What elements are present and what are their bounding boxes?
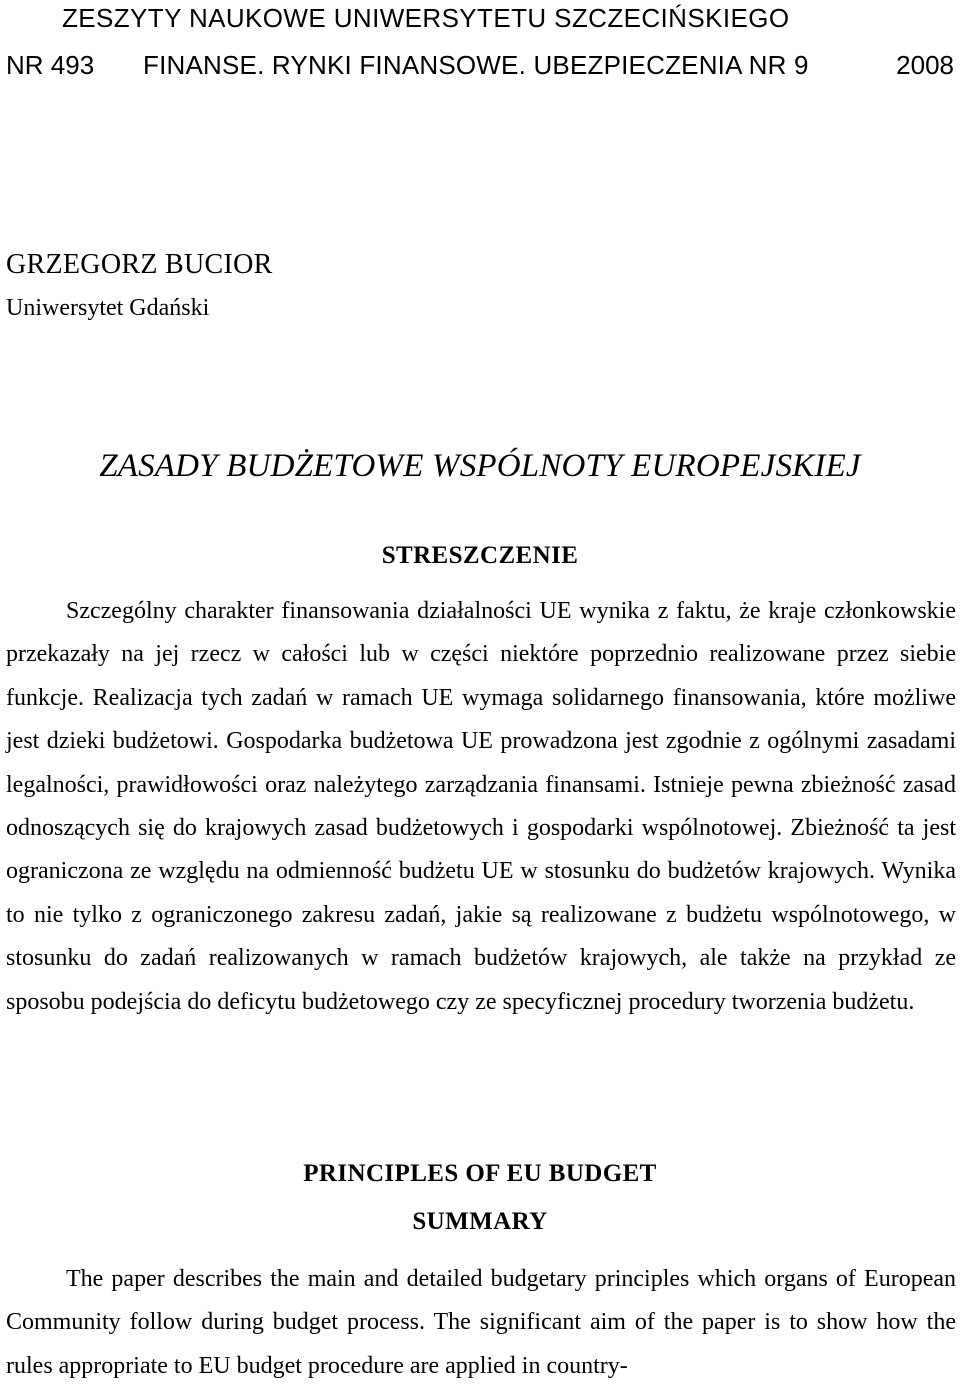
- abstract-pl-body: [6, 590, 956, 1024]
- journal-series: FINANSE. RYNKI FINANSOWE. UBEZPIECZENIA NR 9: [143, 50, 809, 80]
- author-name: GRZEGORZ BUCIOR: [6, 249, 273, 280]
- abstract-en-paragraph: The paper describes the main and detailed budgetary principles which organs of European Community follow during budget process. The significant aim of the paper is to show how the rules appropriate to EU budget procedure are applied in country-: [6, 1266, 956, 1379]
- abstract-en-title: PRINCIPLES OF EU BUDGET: [303, 1160, 657, 1187]
- journal-year: 2008: [896, 50, 954, 80]
- author-affiliation: Uniwersytet Gdański: [6, 295, 210, 321]
- abstract-en-heading: SUMMARY: [412, 1208, 548, 1235]
- journal-number: NR 493: [6, 50, 95, 80]
- paper-title: ZASADY BUDŻETOWE WSPÓLNOTY EUROPEJSKIEJ: [99, 448, 861, 484]
- journal-name: ZESZYTY NAUKOWE UNIWERSYTETU SZCZECIŃSKIEGO: [62, 3, 790, 33]
- abstract-pl-heading: STRESZCZENIE: [381, 542, 579, 569]
- journal-issue-line: [6, 50, 954, 80]
- abstract-pl-paragraph: Szczególny charakter finansowania działalności UE wynika z faktu, że kraje członkowskie przekazały na jej rzecz w całości lub w części niektóre poprzednio realizowane przez siebie funkcje. Realizacja tych zadań w ramach UE wymaga solidarnego finansowania, które możliwe jest dzieki budżetowi. Gospodarka budżetowa UE prowadzona jest zgodnie z ogólnymi zasadami legalności, prawidłowości oraz należytego zarządzania finansami. Istnieje pewna zbieżność zasad odnoszących się do krajowych zasad budżetowych i gospodarki wspólnotowej. Zbieżność ta jest ograniczona ze względu na odmienność budżetu UE w stosunku do budżetów krajowych. Wynika to nie tylko z ograniczonego zakresu zadań, jakie są realizowane z budżetu wspólnotowego, w stosunku do zadań realizowanych w ramach budżetów krajowych, ale także na przykład ze sposobu podejścia do deficytu budżetowego czy ze specyficznej procedury tworzenia budżetu.: [6, 598, 956, 1015]
- abstract-en-body: [6, 1258, 956, 1388]
